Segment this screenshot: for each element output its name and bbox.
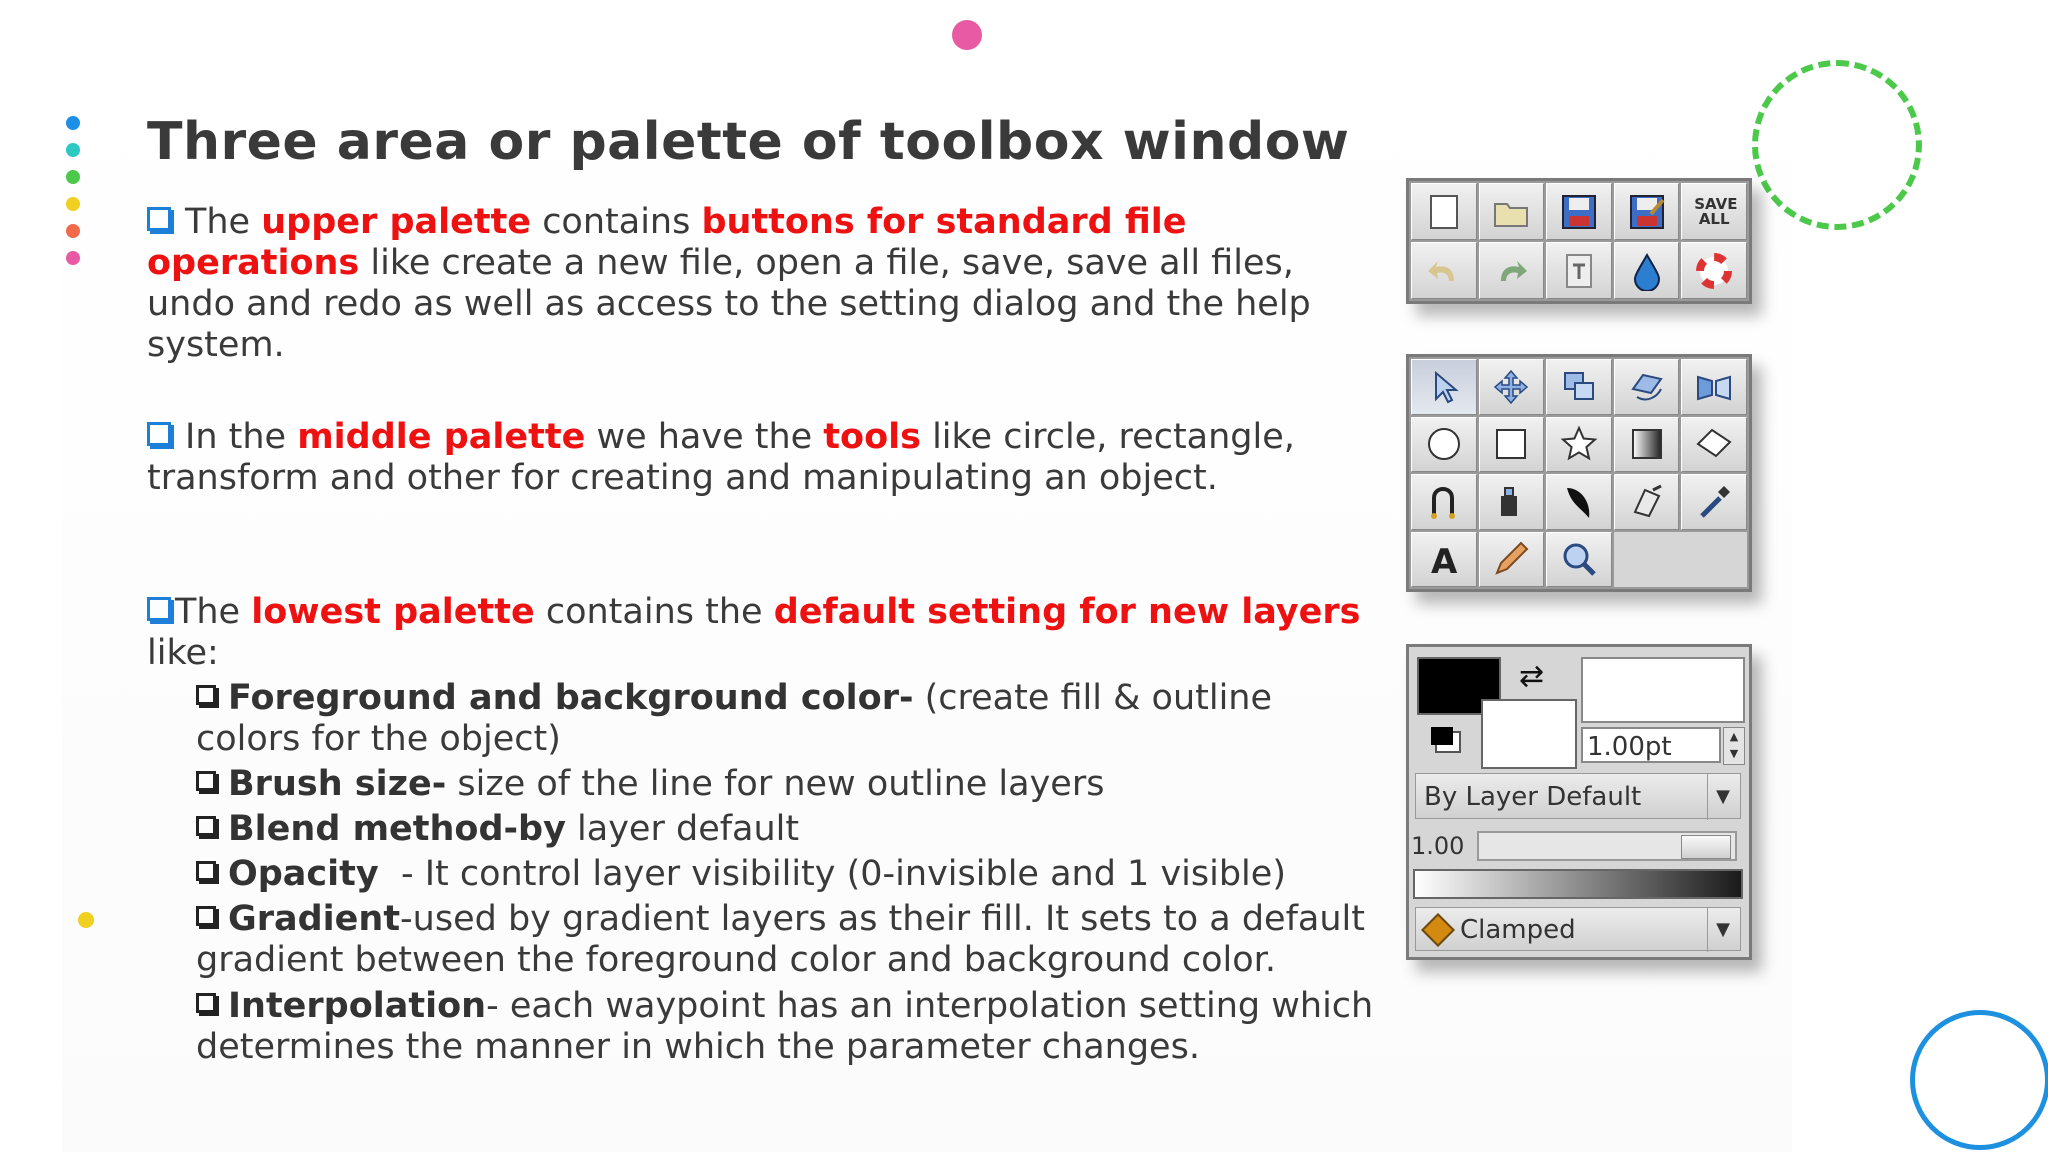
upper-text-3: like create a new file, open a file, save, save all files, undo and redo as well as access to the setting dialog and the help system. bbox=[147, 243, 1311, 365]
middle-text-1: In the bbox=[185, 417, 298, 457]
sub-item-blend-method bbox=[196, 809, 1386, 850]
sub-item-desc: - It control layer visibility (0-invisible and 1 visible) bbox=[378, 854, 1286, 894]
polygon-icon[interactable] bbox=[1681, 417, 1747, 473]
pencil-icon[interactable] bbox=[1479, 532, 1545, 588]
sub-item-brush-size bbox=[196, 764, 1386, 805]
upper-palette-paragraph bbox=[147, 202, 1387, 366]
upper-text-1: The bbox=[185, 202, 262, 242]
sub-item-desc: -used by gradient layers as their fill. It sets to a default gradient between the foreground color and background color. bbox=[196, 899, 1365, 980]
lowest-text-3: like: bbox=[147, 633, 219, 673]
interpolation-dropdown[interactable] bbox=[1415, 907, 1741, 951]
sub-item-opacity bbox=[196, 854, 1386, 895]
lowest-palette-paragraph bbox=[147, 592, 1387, 674]
save-all-label: SAVE ALL bbox=[1694, 194, 1738, 228]
middle-palette-paragraph bbox=[147, 417, 1347, 499]
new-file-icon[interactable] bbox=[1411, 183, 1477, 240]
lifebuoy-icon[interactable] bbox=[1681, 242, 1747, 299]
yellow-dot bbox=[78, 912, 94, 928]
opacity-slider-handle[interactable] bbox=[1681, 835, 1731, 859]
swap-colors-icon[interactable]: ⇄ bbox=[1519, 659, 1545, 694]
tools-highlight: tools bbox=[823, 417, 921, 457]
opacity-label: 1.00 bbox=[1411, 832, 1465, 860]
save-as-icon[interactable] bbox=[1614, 183, 1680, 240]
blue-checkbox-bullet-icon bbox=[147, 597, 171, 621]
feather-icon[interactable] bbox=[1546, 474, 1612, 530]
black-checkbox-bullet-icon bbox=[196, 771, 216, 791]
side-dot-green bbox=[66, 170, 80, 184]
side-dot-blue bbox=[66, 116, 80, 130]
zoom-icon[interactable] bbox=[1546, 532, 1612, 588]
sub-item-term: Blend method-by bbox=[228, 809, 566, 849]
open-file-icon[interactable] bbox=[1479, 183, 1545, 240]
brush-size-input[interactable]: 1.00pt bbox=[1581, 727, 1721, 763]
lowest-text-1: The bbox=[175, 592, 252, 632]
sub-item-desc: (create fill & outline colors for the object) bbox=[196, 678, 1273, 759]
black-checkbox-bullet-icon bbox=[196, 816, 216, 836]
chevron-down-icon: ▼ bbox=[1707, 908, 1730, 952]
interpolation-value: Clamped bbox=[1460, 915, 1576, 945]
rectangle-icon[interactable] bbox=[1479, 417, 1545, 473]
black-checkbox-bullet-icon bbox=[196, 993, 216, 1013]
help-icon[interactable] bbox=[1614, 242, 1680, 299]
move-icon[interactable] bbox=[1479, 359, 1545, 415]
clamped-diamond-icon bbox=[1421, 913, 1455, 947]
side-dot-teal bbox=[66, 143, 80, 157]
top-pink-dot bbox=[952, 20, 982, 50]
star-icon[interactable] bbox=[1546, 417, 1612, 473]
redo-icon[interactable] bbox=[1479, 242, 1545, 299]
middle-palette-highlight: middle palette bbox=[297, 417, 586, 457]
reset-colors-icon[interactable] bbox=[1431, 727, 1453, 745]
sub-item-gradient bbox=[196, 899, 1386, 981]
opacity-slider[interactable] bbox=[1477, 831, 1737, 861]
setup-icon[interactable] bbox=[1546, 242, 1612, 299]
transform-icon[interactable] bbox=[1614, 359, 1680, 415]
middle-text-3: like circle, rectangle, transform and other for creating and manipulating an object. bbox=[147, 417, 1295, 498]
middle-palette bbox=[1406, 354, 1752, 592]
sub-item-desc: size of the line for new outline layers bbox=[446, 764, 1105, 804]
blue-checkbox-bullet-icon bbox=[147, 422, 171, 446]
default-setting-highlight: default setting for new layers bbox=[773, 592, 1361, 632]
undo-icon[interactable] bbox=[1411, 242, 1477, 299]
save-icon[interactable] bbox=[1546, 183, 1612, 240]
eyedropper-icon[interactable] bbox=[1681, 474, 1747, 530]
sub-item-term: Foreground and background color- bbox=[228, 678, 914, 718]
lowest-text-2: contains the bbox=[534, 592, 774, 632]
upper-palette bbox=[1406, 178, 1752, 304]
sketch-icon[interactable] bbox=[1614, 474, 1680, 530]
file-operations-highlight: buttons for standard file operations bbox=[147, 202, 1187, 283]
lower-palette bbox=[1406, 644, 1752, 960]
lowest-palette-highlight: lowest palette bbox=[251, 592, 535, 632]
sub-item-term: Interpolation bbox=[228, 986, 487, 1026]
sub-item-interpolation bbox=[196, 986, 1386, 1068]
green-dashed-ring bbox=[1752, 60, 1922, 230]
side-dot-pink bbox=[66, 251, 80, 265]
blue-ring bbox=[1910, 1010, 2048, 1150]
slide-title: Three area or palette of toolbox window bbox=[147, 112, 1350, 172]
sub-item-color bbox=[196, 678, 1386, 760]
fill-bucket-icon[interactable] bbox=[1479, 474, 1545, 530]
spline-icon[interactable] bbox=[1411, 474, 1477, 530]
save-all-button[interactable] bbox=[1681, 183, 1747, 240]
black-checkbox-bullet-icon bbox=[196, 906, 216, 926]
sub-item-term: Brush size- bbox=[228, 764, 447, 804]
gradient-icon[interactable] bbox=[1614, 417, 1680, 473]
blend-method-value: By Layer Default bbox=[1424, 782, 1642, 812]
sub-item-desc: layer default bbox=[565, 809, 800, 849]
upper-text-2: contains bbox=[531, 202, 702, 242]
chevron-down-icon: ▼ bbox=[1707, 774, 1730, 820]
black-checkbox-bullet-icon bbox=[196, 861, 216, 881]
circle-icon[interactable] bbox=[1411, 417, 1477, 473]
text-icon[interactable] bbox=[1411, 532, 1477, 588]
background-color-swatch[interactable] bbox=[1481, 699, 1577, 769]
side-dot-yellow bbox=[66, 197, 80, 211]
sub-item-desc: - each waypoint has an interpolation setting which determines the manner in which the parameter changes. bbox=[196, 986, 1374, 1067]
sub-item-term: Gradient bbox=[228, 899, 401, 939]
blend-method-dropdown[interactable] bbox=[1415, 773, 1741, 819]
pointer-icon[interactable] bbox=[1411, 359, 1477, 415]
mirror-icon[interactable] bbox=[1681, 359, 1747, 415]
duplicate-icon[interactable] bbox=[1546, 359, 1612, 415]
blue-checkbox-bullet-icon bbox=[147, 207, 171, 231]
empty-slot bbox=[1614, 532, 1747, 588]
outline-color-preview bbox=[1581, 657, 1745, 723]
black-checkbox-bullet-icon bbox=[196, 685, 216, 705]
brush-size-spinner[interactable]: ▲ ▼ bbox=[1723, 727, 1745, 765]
side-dot-orange bbox=[66, 224, 80, 238]
sub-item-term: Opacity bbox=[228, 854, 379, 894]
middle-text-2: we have the bbox=[585, 417, 824, 457]
svg-text:A: A bbox=[1430, 542, 1458, 580]
gradient-preview[interactable] bbox=[1413, 869, 1743, 899]
upper-palette-highlight: upper palette bbox=[261, 202, 532, 242]
